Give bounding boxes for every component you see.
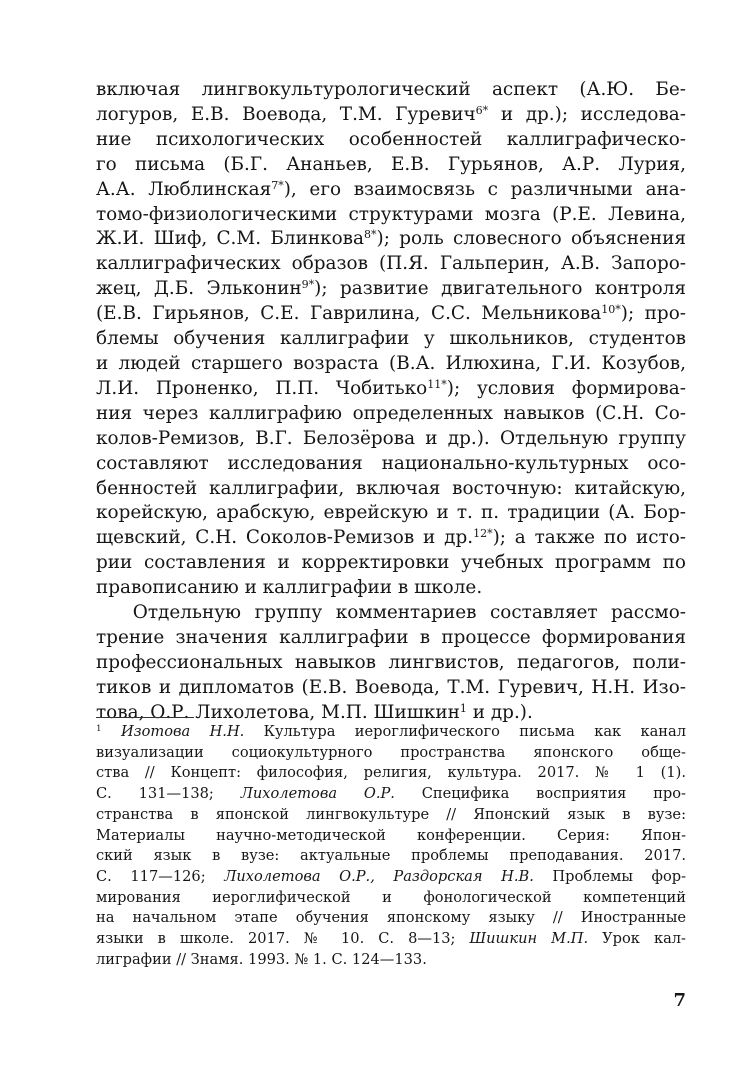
footnote-ref: 11*: [427, 377, 447, 391]
text-line: составляют исследования национально-культурных осо-: [96, 452, 686, 474]
footnote-marker: 1: [96, 724, 102, 735]
text-line: рии составления и корректировки учебных программ по: [96, 552, 686, 574]
text-line: томо-физиологическими структурами мозга (Р.Е. Левина,: [96, 203, 686, 225]
author-name: Лихолетова О.Р.: [240, 785, 395, 803]
text-line: това, О.Р. Лихолетова, М.П. Шишкин$^1$ и др.).: [96, 701, 533, 723]
text-line: включая лингвокультурологический аспект (А.Ю. Бе-: [96, 79, 686, 100]
footnote-line: языки в школе. 2017. № 10. С. 8—13; Шишкин М.П. Урок кал-: [96, 930, 686, 948]
footnote-ref: 1: [459, 701, 467, 715]
author-name: Лихолетова О.Р., Раздорская Н.В.: [224, 867, 534, 885]
footnote-line: С. 117—126; Лихолетова О.Р., Раздорская Н.В. Проблемы фор-: [96, 867, 687, 885]
text-line: каллиграфических образов (П.Я. Гальперин, А.В. Запоро-: [96, 253, 686, 275]
footnote-line: ский язык в вузе: актуальные проблемы преподавания. 2017.: [96, 847, 686, 865]
text-line: правописанию и каллиграфии в школе.: [96, 577, 483, 599]
text-line: тиков и дипломатов (Е.В. Воевода, Т.М. Гуревич, Н.Н. Изо-: [96, 676, 686, 698]
text-line: трение значения каллиграфии в процессе формирования: [96, 626, 686, 648]
text-line: (Е.В. Гирьянов, С.Е. Гаврилина, С.С. Мельникова$^{10*}$); про-: [96, 303, 686, 325]
paragraph-start-line: Отдельную группу комментариев составляет рассмо-: [132, 602, 686, 624]
page-number: 7: [673, 990, 686, 1011]
text-line: щевский, С.Н. Соколов-Ремизов и др.$^{12*}$); а также по исто-: [96, 527, 686, 549]
text-line: Л.И. Проненко, П.П. Чобитько$^{11*}$); условия формирова-: [96, 377, 686, 399]
footnote-line: на начальном этапе обучения японскому языку // Иностранные: [96, 909, 686, 927]
text-line: и людей старшего возраста (В.А. Илюхина, Г.И. Козубов,: [96, 352, 686, 374]
footnote-ref: 7*: [271, 178, 284, 192]
footnote-line: $^1$ Изотова Н.Н. Культура иероглифического письма как канал: [96, 723, 687, 740]
footnote: [96, 722, 686, 970]
footnote-ref: 12*: [473, 527, 493, 541]
footnote-line: ства // Концепт: философия, религия, культура. 2017. № 1 (1).: [96, 764, 686, 782]
footnote-line: мирования иероглифической и фонологической компетенций: [96, 888, 686, 906]
text-line: ние психологических особенностей каллиграфическо-: [96, 128, 686, 150]
text-line: жец, Д.Б. Эльконин$^{9*}$); развитие двигательного контроля: [96, 278, 686, 300]
text-line: корейскую, арабскую, еврейскую и т. п. традиции (А. Бор-: [96, 502, 686, 524]
footnote-ref: 10*: [601, 303, 621, 317]
footnote-ref: 8*: [363, 228, 377, 242]
footnote-line: лиграфии // Знамя. 1993. № 1. С. 124—133.: [96, 950, 427, 968]
main-text: [96, 78, 686, 726]
text-line: колов-Ремизов, В.Г. Белозёрова и др.). Отдельную группу: [96, 427, 686, 449]
text-line: блемы обучения каллиграфии у школьников, студентов: [96, 328, 686, 350]
footnote-line: визуализации социокультурного пространства японского обще-: [96, 743, 686, 761]
author-name: Изотова Н.Н.: [120, 723, 245, 740]
footnote-line: странства в японской лингвокультуре // Японский язык в вузе:: [96, 805, 686, 823]
text-line: бенностей каллиграфии, включая восточную: китайскую,: [96, 477, 686, 499]
text-line: А.А. Люблинская$^{7*}$), его взаимосвязь с различными ана-: [96, 178, 686, 200]
text-line: логуров, Е.В. Воевода, Т.М. Гуревич$^{6*}$ и др.); исследова-: [96, 103, 686, 125]
text-line: Ж.И. Шиф, С.М. Блинкова$^{8*}$); роль словесного объяснения: [96, 228, 686, 250]
text-line: профессиональных навыков лингвистов, педагогов, поли-: [96, 651, 686, 673]
footnote-line: С. 131—138; Лихолетова О.Р. Специфика восприятия про-: [96, 785, 686, 803]
footnote-ref: 6*: [475, 103, 489, 117]
footnote-ref: 9*: [301, 278, 315, 292]
footnote-line: Материалы научно-методической конференции. Серия: Япон-: [96, 826, 686, 844]
text-line: ния через каллиграфию определенных навыков (С.Н. Со-: [96, 402, 686, 424]
author-name: Шишкин М.П.: [469, 930, 589, 948]
text-line: го письма (Б.Г. Ананьев, Е.В. Гурьянов, А.Р. Лурия,: [96, 153, 686, 175]
footnote-separator: [96, 717, 194, 718]
